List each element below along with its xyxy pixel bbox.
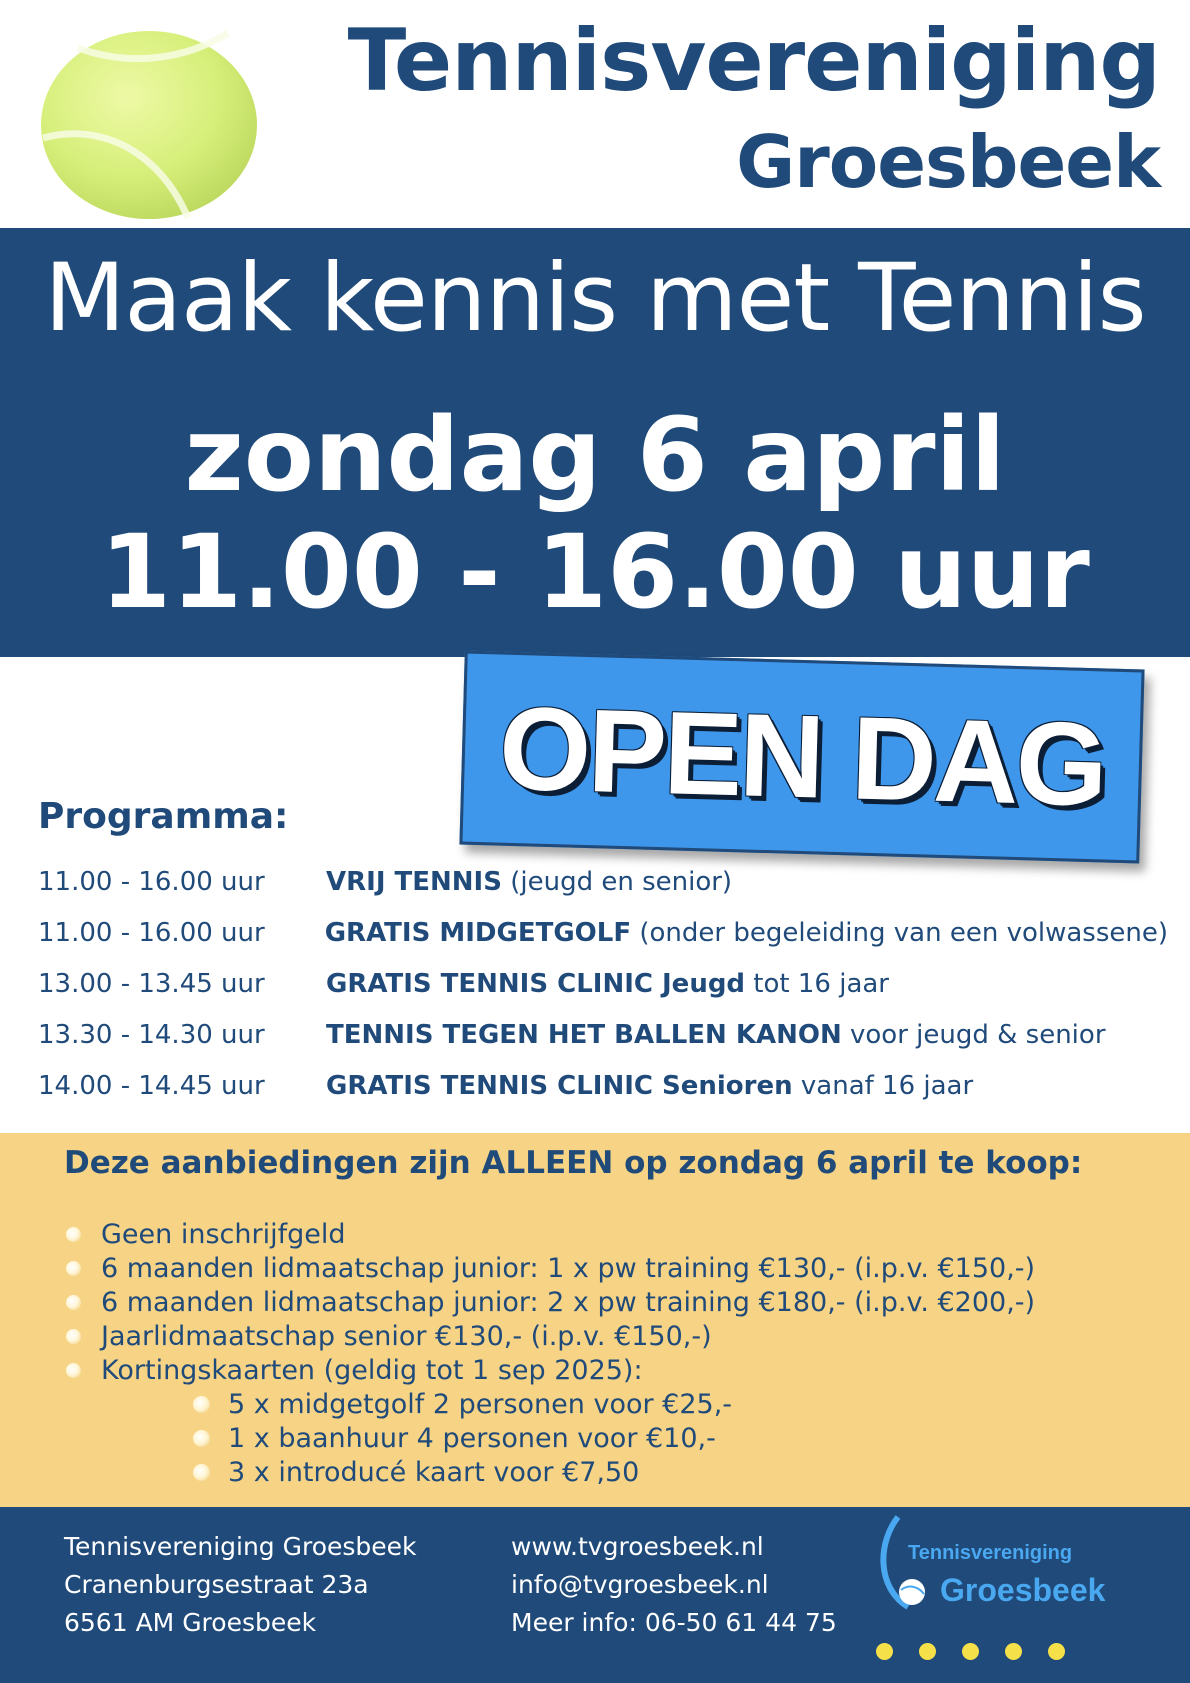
logo-text-line1: Tennisvereniging — [908, 1542, 1073, 1564]
programme-time: 13.00 - 13.45 uur — [38, 968, 265, 999]
offer-item — [66, 1354, 1035, 1388]
offer-text: Kortingskaarten (geldig tot 1 sep 2025): — [101, 1355, 643, 1386]
programme-activity: GRATIS MIDGETGOLF — [324, 917, 632, 948]
programme-activity: GRATIS TENNIS CLINIC Senioren — [326, 1070, 793, 1101]
programme-description — [326, 969, 889, 999]
tennis-ball-bullet-icon — [193, 1396, 210, 1413]
open-dag-sticker — [459, 651, 1144, 864]
programme-row — [38, 907, 1168, 958]
footer-email-link[interactable]: info@tvgroesbeek.nl — [511, 1570, 769, 1599]
offer-sub-item — [193, 1422, 1035, 1456]
programme-time: 14.00 - 14.45 uur — [38, 1070, 265, 1101]
logo-text-line2: Groesbeek — [940, 1572, 1106, 1608]
footer-website-link[interactable]: www.tvgroesbeek.nl — [511, 1532, 764, 1561]
programme-time: 11.00 - 16.00 uur — [38, 917, 265, 948]
tennis-ball-bullet-icon — [193, 1464, 210, 1481]
programme-time: 13.30 - 14.30 uur — [38, 1019, 265, 1050]
offer-text: 6 maanden lidmaatschap junior: 2 x pw training €180,- (i.p.v. €200,-) — [101, 1287, 1036, 1318]
programme-description — [326, 867, 732, 897]
dot-icon — [919, 1643, 936, 1660]
programme-activity: VRIJ TENNIS — [326, 866, 502, 897]
programme-detail: voor jeugd & senior — [841, 1019, 1106, 1050]
programme-detail: tot 16 jaar — [745, 968, 889, 999]
programme-detail: (jeugd en senior) — [501, 866, 733, 897]
programme-row — [38, 958, 1168, 1009]
footer-phone: Meer info: 06-50 61 44 75 — [511, 1608, 837, 1637]
programme-detail: (onder begeleiding van een volwassene) — [631, 917, 1168, 948]
dot-icon — [962, 1643, 979, 1660]
programme-description — [326, 1071, 973, 1101]
offer-text: 6 maanden lidmaatschap junior: 1 x pw training €130,- (i.p.v. €150,-) — [101, 1253, 1036, 1284]
programme-activity: GRATIS TENNIS CLINIC Jeugd — [326, 968, 746, 999]
offer-item — [66, 1252, 1035, 1286]
offer-sub-item — [193, 1456, 1035, 1490]
offer-sub-item — [193, 1388, 1035, 1422]
decorative-dots — [876, 1643, 1065, 1660]
programme-activity: TENNIS TEGEN HET BALLEN KANON — [326, 1019, 842, 1050]
bullet-icon — [66, 1261, 81, 1276]
programme-row — [38, 856, 1168, 907]
club-title — [347, 11, 1160, 204]
offers-list — [66, 1218, 1035, 1490]
programme-time: 11.00 - 16.00 uur — [38, 866, 265, 897]
offer-text: Jaarlidmaatschap senior €130,- (i.p.v. €150,-) — [101, 1321, 712, 1352]
event-time: 11.00 - 16.00 uur — [100, 513, 1090, 632]
footer-city: 6561 AM Groesbeek — [64, 1608, 317, 1637]
dot-icon — [1048, 1643, 1065, 1660]
footer-address — [64, 1528, 417, 1642]
event-date: zondag 6 april — [184, 396, 1006, 515]
dot-icon — [876, 1643, 893, 1660]
club-logo — [878, 1512, 1106, 1622]
bullet-icon — [66, 1295, 81, 1310]
footer-contact — [511, 1528, 837, 1642]
offer-sub-text: 5 x midgetgolf 2 personen voor €25,- — [228, 1389, 733, 1420]
offers-heading: Deze aanbiedingen zijn ALLEEN op zondag 6 april te koop: — [64, 1145, 1083, 1181]
offer-item — [66, 1286, 1035, 1320]
programme-row — [38, 1060, 1168, 1111]
offer-sub-text: 3 x introducé kaart voor €7,50 — [228, 1457, 640, 1488]
dot-icon — [1005, 1643, 1022, 1660]
programme-detail: vanaf 16 jaar — [792, 1070, 974, 1101]
footer-club-name: Tennisvereniging Groesbeek — [64, 1532, 417, 1561]
programme-description — [325, 918, 1168, 948]
programme-heading: Programma: — [38, 796, 289, 837]
bullet-icon — [66, 1227, 81, 1242]
open-dag-label: OPEN DAG — [497, 682, 1107, 832]
offer-item — [66, 1218, 1035, 1252]
offer-text: Geen inschrijfgeld — [101, 1219, 346, 1250]
tennis-ball-icon — [38, 28, 260, 222]
programme-description — [326, 1020, 1106, 1050]
bullet-icon — [66, 1363, 81, 1378]
event-title: Maak kennis met Tennis — [44, 244, 1146, 353]
tennis-ball-bullet-icon — [193, 1430, 210, 1447]
programme-list — [38, 856, 1168, 1111]
offer-sub-text: 1 x baanhuur 4 personen voor €10,- — [228, 1423, 716, 1454]
footer-street: Cranenburgsestraat 23a — [64, 1570, 369, 1599]
club-title-line2: Groesbeek — [736, 120, 1160, 204]
club-title-line1: Tennisvereniging — [347, 11, 1160, 111]
bullet-icon — [66, 1329, 81, 1344]
programme-row — [38, 1009, 1168, 1060]
offer-item — [66, 1320, 1035, 1354]
